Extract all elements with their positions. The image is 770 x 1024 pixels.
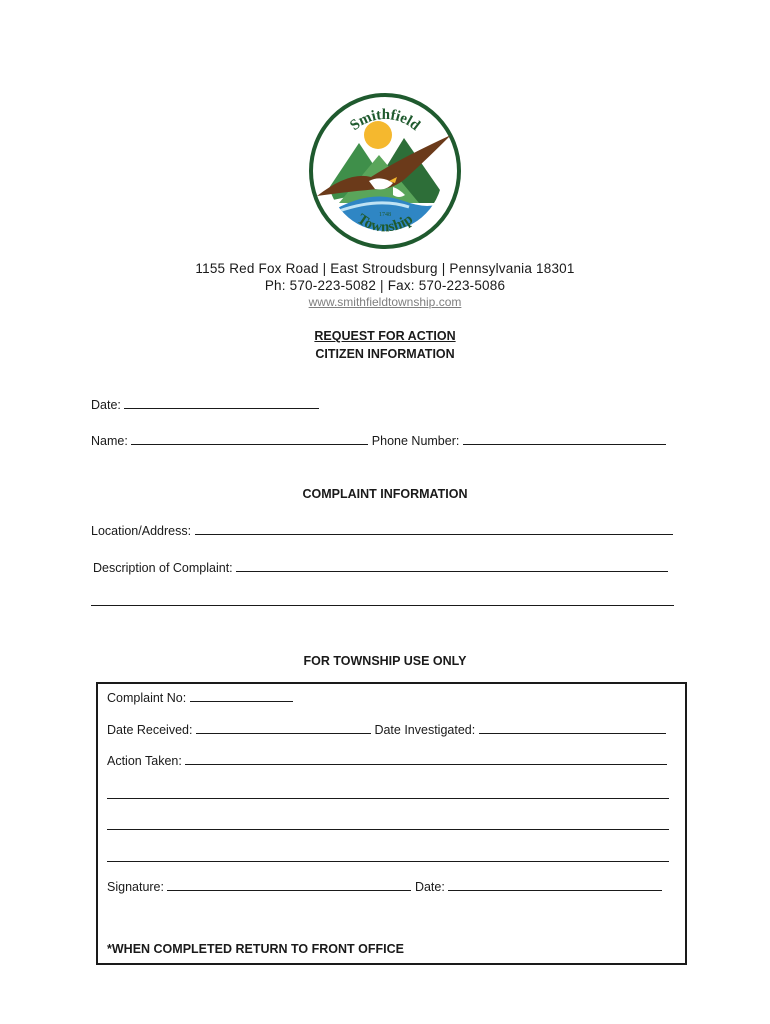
seal-bottom-text: Township — [353, 211, 417, 236]
form-title: REQUEST FOR ACTION — [314, 329, 456, 343]
date-received-label: Date Received: — [107, 723, 193, 737]
seal-year-text: 1748 — [379, 212, 391, 218]
citizen-section-heading: CITIZEN INFORMATION — [315, 347, 455, 361]
signature-label: Signature: — [107, 880, 164, 894]
township-website-link[interactable]: www.smithfieldtownship.com — [308, 295, 462, 309]
action-taken-input-line[interactable] — [185, 753, 667, 765]
location-field — [91, 523, 673, 539]
date-investigated-label: Date Investigated: — [374, 723, 476, 737]
description-field — [93, 560, 668, 576]
date-input-line[interactable] — [124, 397, 319, 409]
description-input-line[interactable] — [236, 560, 668, 572]
date-field — [91, 397, 319, 413]
date-investigated-input-line[interactable] — [479, 722, 666, 734]
signature-date-label: Date: — [414, 880, 445, 894]
signature-date-input-line[interactable] — [448, 879, 662, 891]
name-field — [91, 433, 666, 449]
return-notice: *WHEN COMPLETED RETURN TO FRONT OFFICE — [107, 942, 404, 956]
description-continuation-line[interactable] — [91, 605, 674, 606]
phone-number-input-line[interactable] — [463, 433, 666, 445]
name-input-line[interactable] — [131, 433, 368, 445]
seal-top-text: Smithfield — [347, 106, 423, 134]
date-received-input-line[interactable] — [196, 722, 371, 734]
township-phone-fax: Ph: 570-223-5082 | Fax: 570-223-5086 — [264, 278, 506, 293]
action-taken-line-2[interactable] — [107, 798, 669, 799]
phone-number-label: Phone Number: — [371, 434, 460, 448]
signature-field — [107, 879, 662, 895]
township-seal-logo — [309, 93, 461, 249]
action-taken-line-3[interactable] — [107, 829, 669, 830]
action-taken-field — [107, 753, 667, 769]
action-taken-line-4[interactable] — [107, 861, 669, 862]
complaint-section-heading: COMPLAINT INFORMATION — [302, 487, 468, 501]
date-received-field — [107, 722, 666, 738]
township-address: 1155 Red Fox Road | East Stroudsburg | Pennsylvania 18301 — [195, 261, 575, 276]
complaint-no-label: Complaint No: — [107, 691, 187, 705]
date-label: Date: — [91, 398, 121, 412]
signature-input-line[interactable] — [167, 879, 411, 891]
complaint-no-input-line[interactable] — [190, 690, 293, 702]
action-taken-label: Action Taken: — [107, 754, 182, 768]
description-label: Description of Complaint: — [93, 561, 233, 575]
location-address-input-line[interactable] — [195, 523, 673, 535]
township-use-heading: FOR TOWNSHIP USE ONLY — [303, 654, 467, 668]
complaint-no-field — [107, 690, 293, 706]
location-address-label: Location/Address: — [91, 524, 192, 538]
name-label: Name: — [91, 434, 128, 448]
